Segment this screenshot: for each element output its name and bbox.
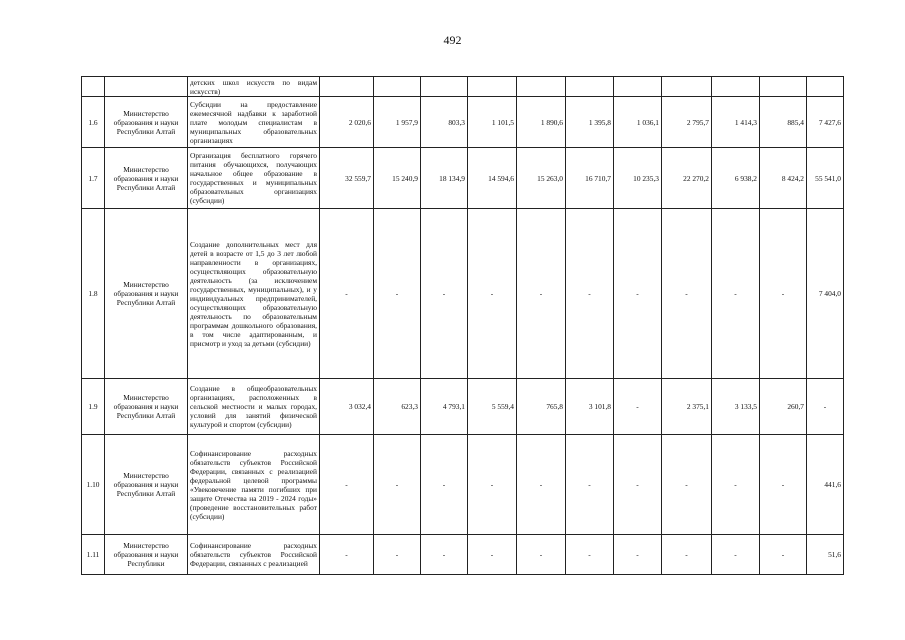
row-number: 1.9 <box>82 379 105 435</box>
value-cell: - <box>807 379 844 435</box>
value-cell <box>421 77 468 97</box>
value-cell <box>807 77 844 97</box>
value-cell: 22 270,2 <box>662 148 712 209</box>
value-cell: - <box>712 209 760 379</box>
row-number: 1.6 <box>82 97 105 148</box>
value-cell: - <box>662 435 712 535</box>
description-cell: Организация бесплатного горячего питания обучающихся, получающих начальное общее образование в государственных и муниципальных образовательных организациях (субсидии) <box>188 148 320 209</box>
row-number <box>82 77 105 97</box>
value-cell: 1 890,6 <box>517 97 566 148</box>
value-cell: 6 938,2 <box>712 148 760 209</box>
row-number: 1.7 <box>82 148 105 209</box>
value-cell: - <box>517 435 566 535</box>
value-cell: - <box>614 379 662 435</box>
value-cell: 803,3 <box>421 97 468 148</box>
value-cell: 7 404,0 <box>807 209 844 379</box>
table-row <box>82 535 844 575</box>
value-cell: 2 795,7 <box>662 97 712 148</box>
description-cell: Софинансирование расходных обязательств субъектов Российской Федерации, связанных с реализацией <box>188 535 320 575</box>
ministry-cell: Министерство образования и науки Республики Алтай <box>105 209 188 379</box>
value-cell: - <box>566 435 614 535</box>
value-cell: - <box>468 435 517 535</box>
value-cell: 51,6 <box>807 535 844 575</box>
value-cell: - <box>760 435 807 535</box>
value-cell: 10 235,3 <box>614 148 662 209</box>
value-cell: 3 032,4 <box>320 379 374 435</box>
value-cell: 3 133,5 <box>712 379 760 435</box>
row-number: 1.8 <box>82 209 105 379</box>
value-cell: 2 020,6 <box>320 97 374 148</box>
value-cell: - <box>566 535 614 575</box>
value-cell: 15 263,0 <box>517 148 566 209</box>
value-cell: 16 710,7 <box>566 148 614 209</box>
value-cell: 55 541,0 <box>807 148 844 209</box>
value-cell <box>760 77 807 97</box>
description-cell: Субсидии на предоставление ежемесячной надбавки к заработной плате молодым специалистам в муниципальных образовательных организациях <box>188 97 320 148</box>
value-cell: - <box>320 209 374 379</box>
row-number: 1.11 <box>82 535 105 575</box>
value-cell: 2 375,1 <box>662 379 712 435</box>
table-row <box>82 435 844 535</box>
ministry-cell <box>105 77 188 97</box>
value-cell: - <box>374 535 421 575</box>
table-row <box>82 379 844 435</box>
value-cell: - <box>614 435 662 535</box>
ministry-cell: Министерство образования и науки Республики Алтай <box>105 97 188 148</box>
table-row <box>82 209 844 379</box>
value-cell: 18 134,9 <box>421 148 468 209</box>
ministry-cell: Министерство образования и науки Республики Алтай <box>105 435 188 535</box>
value-cell: - <box>468 209 517 379</box>
value-cell: 260,7 <box>760 379 807 435</box>
value-cell: 32 559,7 <box>320 148 374 209</box>
value-cell: - <box>662 535 712 575</box>
value-cell: - <box>614 535 662 575</box>
table-row <box>82 148 844 209</box>
value-cell <box>320 77 374 97</box>
value-cell: 7 427,6 <box>807 97 844 148</box>
ministry-cell: Министерство образования и науки Республики <box>105 535 188 575</box>
value-cell: - <box>712 535 760 575</box>
value-cell: 1 036,1 <box>614 97 662 148</box>
value-cell: 1 957,9 <box>374 97 421 148</box>
value-cell: 765,8 <box>517 379 566 435</box>
value-cell: - <box>662 209 712 379</box>
ministry-cell: Министерство образования и науки Республики Алтай <box>105 379 188 435</box>
value-cell: - <box>374 209 421 379</box>
value-cell: 5 559,4 <box>468 379 517 435</box>
value-cell: - <box>614 209 662 379</box>
value-cell: 1 414,3 <box>712 97 760 148</box>
description-cell: детских школ искусств по видам искусств) <box>188 77 320 97</box>
value-cell: 14 594,6 <box>468 148 517 209</box>
value-cell: - <box>374 435 421 535</box>
value-cell: 15 240,9 <box>374 148 421 209</box>
value-cell: 4 793,1 <box>421 379 468 435</box>
value-cell <box>517 77 566 97</box>
value-cell: 623,3 <box>374 379 421 435</box>
value-cell <box>566 77 614 97</box>
table-row <box>82 97 844 148</box>
value-cell: - <box>712 435 760 535</box>
value-cell: - <box>760 209 807 379</box>
value-cell <box>374 77 421 97</box>
value-cell: - <box>320 435 374 535</box>
value-cell: 8 424,2 <box>760 148 807 209</box>
value-cell: - <box>421 535 468 575</box>
value-cell: - <box>517 209 566 379</box>
row-number: 1.10 <box>82 435 105 535</box>
value-cell <box>614 77 662 97</box>
value-cell: 441,6 <box>807 435 844 535</box>
budget-table <box>81 76 844 575</box>
value-cell: - <box>566 209 614 379</box>
description-cell: Софинансирование расходных обязательств субъектов Российской Федерации, связанных с реализацией федеральной целевой программы «Увековечение памяти погибших при защите Отечества на 2019 - 2024 годы» (проведение восстановительных работ (субсидии) <box>188 435 320 535</box>
description-cell: Создание дополнительных мест для детей в возрасте от 1,5 до 3 лет любой направленности в организациях, осуществляющих образовательную деятельность (за исключением государственных, муниципальных), и у индивидуальных предпринимателей, осуществляющих образовательную деятельность по образовательным программам дошкольного образования, в том числе адаптированным, и присмотр и уход за детьми (субсидии) <box>188 209 320 379</box>
value-cell: 1 101,5 <box>468 97 517 148</box>
page-number: 492 <box>443 33 462 47</box>
value-cell: 1 395,8 <box>566 97 614 148</box>
value-cell: 885,4 <box>760 97 807 148</box>
value-cell: - <box>468 535 517 575</box>
description-cell: Создание в общеобразовательных организациях, расположенных в сельской местности и малых городах, условий для занятий физической культурой и спортом (субсидии) <box>188 379 320 435</box>
value-cell <box>712 77 760 97</box>
table-row <box>82 77 844 97</box>
value-cell: - <box>320 535 374 575</box>
ministry-cell: Министерство образования и науки Республики Алтай <box>105 148 188 209</box>
value-cell <box>662 77 712 97</box>
value-cell: - <box>421 435 468 535</box>
value-cell: - <box>760 535 807 575</box>
value-cell: - <box>421 209 468 379</box>
value-cell: 3 101,8 <box>566 379 614 435</box>
value-cell: - <box>517 535 566 575</box>
value-cell <box>468 77 517 97</box>
